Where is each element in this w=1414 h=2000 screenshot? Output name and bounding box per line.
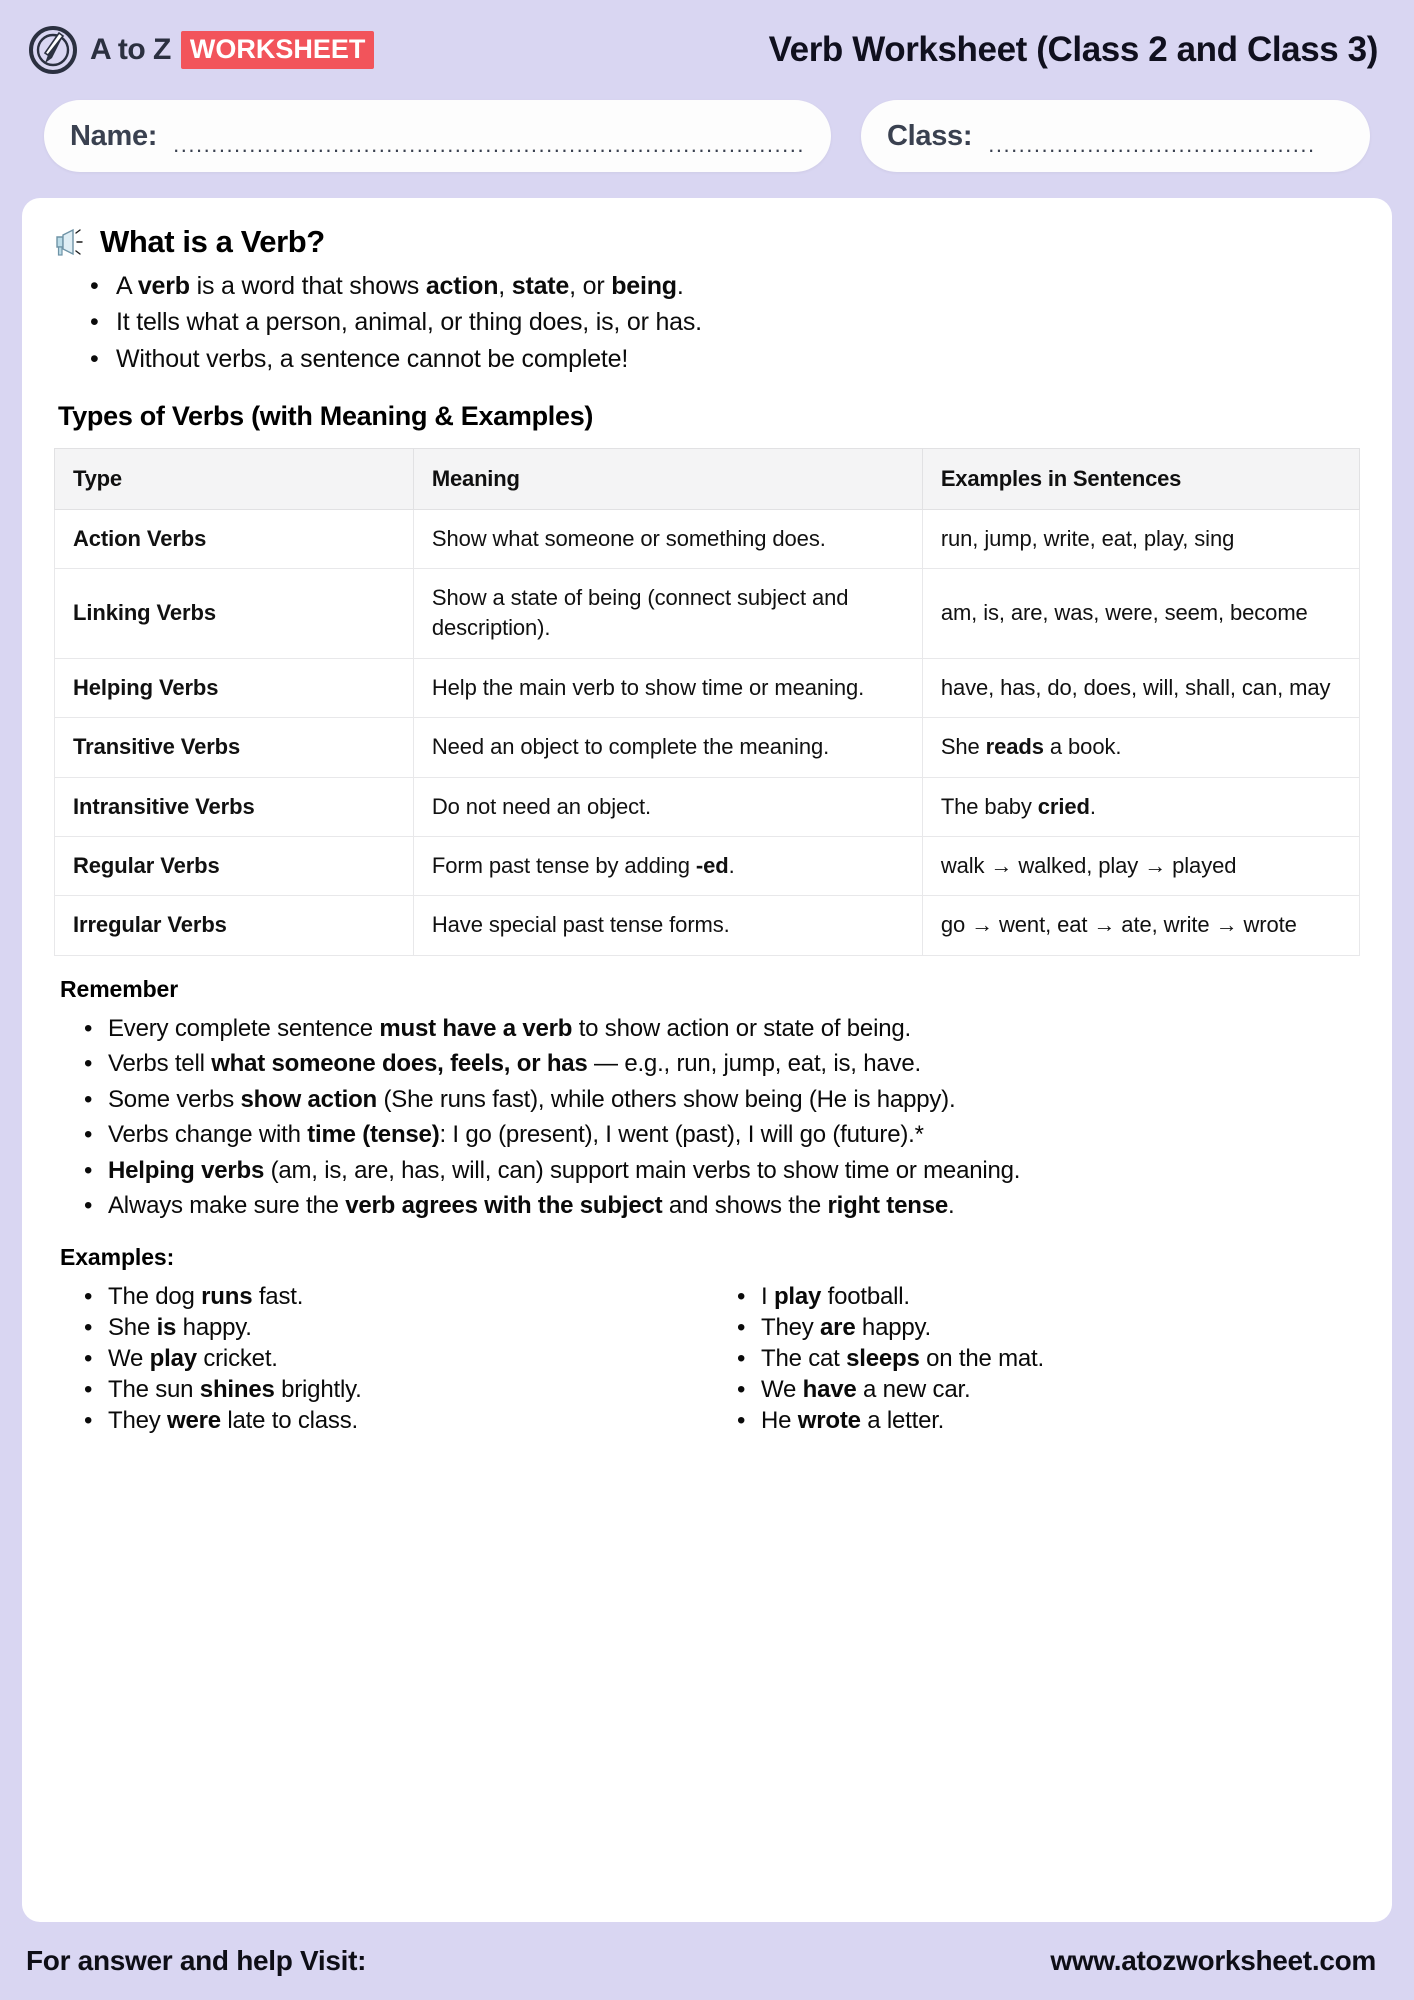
cell-type: Regular Verbs (55, 836, 414, 895)
what-is-verb-title: What is a Verb? (100, 224, 325, 259)
examples-column-left (54, 1281, 707, 1437)
name-input[interactable]: ................................................................................... (173, 132, 805, 157)
cell-type: Helping Verbs (55, 658, 414, 717)
cell-type: Intransitive Verbs (55, 777, 414, 836)
list-item: • Without verbs, a sentence cannot be complete! (116, 341, 1360, 377)
table-row (55, 718, 1360, 777)
types-of-verbs-table (54, 448, 1360, 956)
cell-type: Linking Verbs (55, 569, 414, 659)
list-item: • The dog runs fast. (108, 1281, 707, 1312)
types-of-verbs-heading: Types of Verbs (with Meaning & Examples) (58, 400, 594, 431)
table-row (55, 569, 1360, 659)
remember-heading: Remember (60, 975, 179, 1002)
list-item: • The sun shines brightly. (108, 1374, 707, 1405)
brand-logo (28, 25, 374, 75)
list-item: • Verbs change with time (tense): I go (present), I went (past), I will go (future).* (108, 1117, 1360, 1153)
list-item: • Every complete sentence must have a verb to show action or state of being. (108, 1011, 1360, 1047)
list-item: • Some verbs show action (She runs fast), while others show being (He is happy). (108, 1082, 1360, 1118)
page-title: Verb Worksheet (Class 2 and Class 3) (768, 30, 1378, 69)
cell-meaning: Show a state of being (connect subject and description). (413, 569, 922, 659)
list-item: • They were late to class. (108, 1405, 707, 1436)
cell-examples: have, has, do, does, will, shall, can, may (922, 658, 1359, 717)
cell-examples: run, jump, write, eat, play, sing (922, 509, 1359, 568)
examples-list-right (707, 1281, 1360, 1437)
what-is-verb-heading-row (54, 224, 1360, 260)
brand-a-to-z: A to Z (90, 33, 171, 66)
cell-type: Irregular Verbs (55, 896, 414, 955)
column-header-type: Type (55, 448, 414, 509)
cell-type: Transitive Verbs (55, 718, 414, 777)
list-item: • Helping verbs (am, is, are, has, will, can) support main verbs to show time or meaning. (108, 1153, 1360, 1189)
cell-examples: She reads a book. (922, 718, 1359, 777)
brand-worksheet-chip: WORKSHEET (181, 31, 375, 69)
cell-meaning: Show what someone or something does. (413, 509, 922, 568)
table-row (55, 658, 1360, 717)
cell-meaning: Do not need an object. (413, 777, 922, 836)
table-row (55, 509, 1360, 568)
class-label: Class: (886, 119, 973, 152)
remember-list (54, 1011, 1360, 1224)
examples-list-left (54, 1281, 707, 1437)
table-body (55, 509, 1360, 955)
cell-examples: go → went, eat → ate, write → wrote (922, 896, 1359, 955)
cell-meaning: Have special past tense forms. (413, 896, 922, 955)
cell-meaning: Help the main verb to show time or meaning. (413, 658, 922, 717)
list-item: • It tells what a person, animal, or thing does, is, or has. (116, 304, 1360, 340)
list-item: • We play cricket. (108, 1343, 707, 1374)
name-field[interactable] (44, 100, 831, 172)
list-item: • I play football. (761, 1281, 1360, 1312)
list-item: • Always make sure the verb agrees with the subject and shows the right tense. (108, 1188, 1360, 1224)
cell-meaning: Need an object to complete the meaning. (413, 718, 922, 777)
cell-examples: The baby cried. (922, 777, 1359, 836)
list-item: • She is happy. (108, 1312, 707, 1343)
student-fields (0, 100, 1414, 172)
class-field[interactable] (861, 100, 1370, 172)
list-item: • He wrote a letter. (761, 1405, 1360, 1436)
pen-circle-logo-icon (28, 25, 78, 75)
list-item: • A verb is a word that shows action, state, or being. (116, 268, 1360, 304)
cell-examples: am, is, are, was, were, seem, become (922, 569, 1359, 659)
name-label: Name: (70, 119, 158, 152)
content-card (22, 198, 1392, 1922)
brand-wordmark (90, 31, 374, 69)
page-header (0, 0, 1414, 100)
list-item: • Verbs tell what someone does, feels, or has — e.g., run, jump, eat, is, have. (108, 1046, 1360, 1082)
table-row (55, 777, 1360, 836)
megaphone-icon (54, 225, 88, 259)
page-footer (0, 1922, 1414, 2000)
column-header-meaning: Meaning (413, 448, 922, 509)
examples-heading: Examples: (60, 1243, 175, 1270)
column-header-examples: Examples in Sentences (922, 448, 1359, 509)
list-item: • The cat sleeps on the mat. (761, 1343, 1360, 1374)
examples-column-right (707, 1281, 1360, 1437)
table-row (55, 896, 1360, 955)
cell-type: Action Verbs (55, 509, 414, 568)
cell-examples: walk → walked, play → played (922, 836, 1359, 895)
list-item: • They are happy. (761, 1312, 1360, 1343)
class-input[interactable]: ........................................... (988, 132, 1316, 157)
table-header-row (55, 448, 1360, 509)
cell-meaning: Form past tense by adding -ed. (413, 836, 922, 895)
list-item: • We have a new car. (761, 1374, 1360, 1405)
examples-columns (54, 1281, 1360, 1437)
verb-definition-list (54, 268, 1360, 377)
footer-help-text: For answer and help Visit: (26, 1945, 367, 1976)
table-row (55, 836, 1360, 895)
footer-website-link[interactable]: www.atozworksheet.com (1050, 1945, 1376, 1976)
